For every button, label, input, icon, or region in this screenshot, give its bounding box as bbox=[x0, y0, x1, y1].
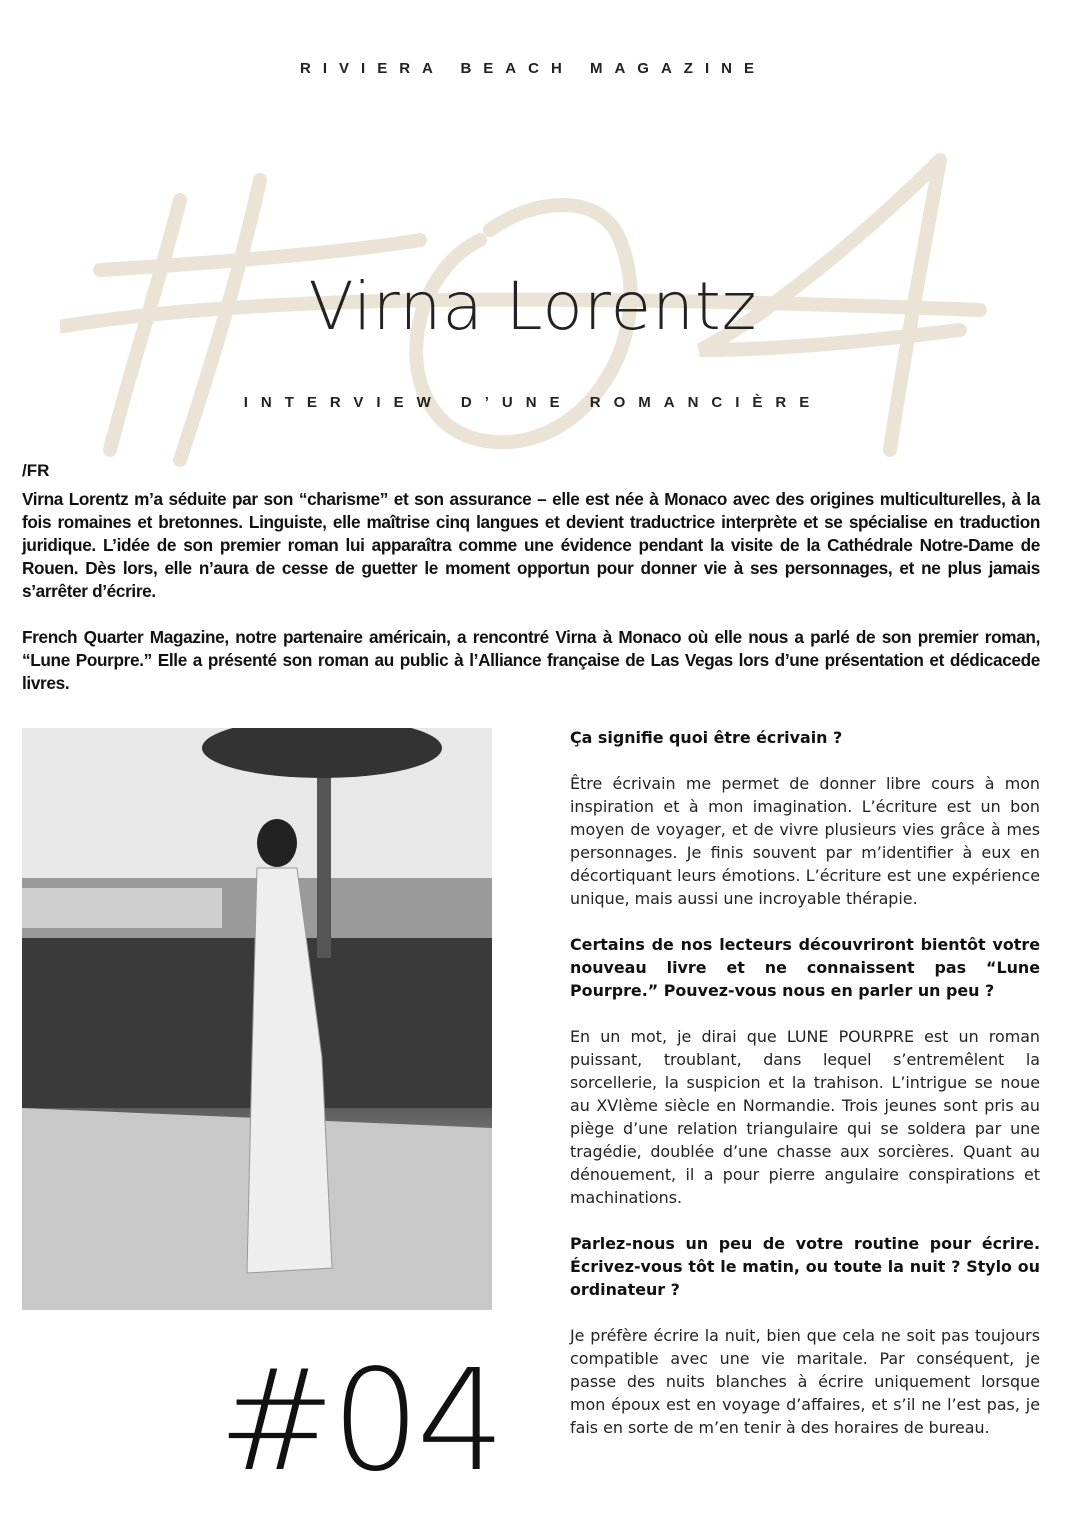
intro-paragraph: French Quarter Magazine, notre partenaire américain, a rencontré Virna à Monaco où elle nous a parlé de son premier roman, “Lune Pourpre.” Elle a présenté son roman au public à l’Alliance française de Las Vegas lors d’une présentation et dédicacede livres. bbox=[22, 627, 1040, 693]
interview-answer: Être écrivain me permet de donner libre cours à mon inspiration et à mon imagination. L’écriture est un bon moyen de voyager, et de vivre plusieurs vies grâce à mes personnages. Je finis souvent par m’identifier à eux en décortiquant leurs émotions. L’écriture est une expérience unique, mais aussi une incroyable thérapie. bbox=[570, 774, 1040, 908]
interview-question: Certains de nos lecteurs découvriront bientôt votre nouveau livre et ne connaissent pas “Lune Pourpre.” Pouvez-vous nous en parler un peu ? bbox=[570, 935, 1040, 1000]
page-subtitle: INTERVIEW D’UNE ROMANCIÈRE bbox=[243, 394, 823, 411]
issue-number: #04 bbox=[218, 1340, 502, 1503]
magazine-masthead: RIVIERA BEACH MAGAZINE bbox=[300, 60, 766, 77]
interview-question: Parlez-nous un peu de votre routine pour écrire. Écrivez-vous tôt le matin, ou toute la nuit ? Stylo ou ordinateur ? bbox=[570, 1234, 1040, 1299]
language-tag: /FR bbox=[22, 461, 50, 480]
author-photo bbox=[22, 728, 492, 1310]
interview-answer: En un mot, je dirai que LUNE POURPRE est un roman puissant, troublant, dans lequel s’entremêlent la sorcellerie, la suspicion et la trahison. L’intrigue se noue au XVIème siècle en Normandie. Trois jeunes sont pris au piège d’une relation triangulaire qui se soldera par une tragédie, doublée d’une chasse aux sorcières. Quant au dénouement, il a pour pierre angulaire conspirations et machinations. bbox=[570, 1027, 1040, 1207]
page-title: Virna Lorentz bbox=[308, 268, 758, 345]
photo-illustration bbox=[22, 728, 492, 1310]
interview-answer: Je préfère écrire la nuit, bien que cela ne soit pas toujours compatible avec une vie maritale. Par conséquent, je passe des nuits blanches à écrire uniquement lorsque mon époux est en voyage d’affaires, et s’il ne l’est pas, je fais en sorte de m’en tenir à des horaires de bureau. bbox=[570, 1326, 1040, 1437]
interview-question: Ça signifie quoi être écrivain ? bbox=[570, 728, 843, 747]
intro-paragraph: Virna Lorentz m’a séduite par son “charisme” et son assurance – elle est née à Monaco avec des origines multiculturelles, à la fois romaines et bretonnes. Linguiste, elle maîtrise cinq langues et devient traductrice interprète et se spécialise en traduction juridique. L’idée de son premier roman lui apparaîtra comme une évidence pendant la visite de la Cathédrale Notre-Dame de Rouen. Dès lors, elle n’aura de cesse de guetter le moment opportun pour donner vie à ses personnages, et ne plus jamais s’arrêter d’écrire. bbox=[22, 489, 1040, 601]
intro-text bbox=[22, 488, 1040, 718]
interview-column bbox=[570, 726, 1040, 1462]
